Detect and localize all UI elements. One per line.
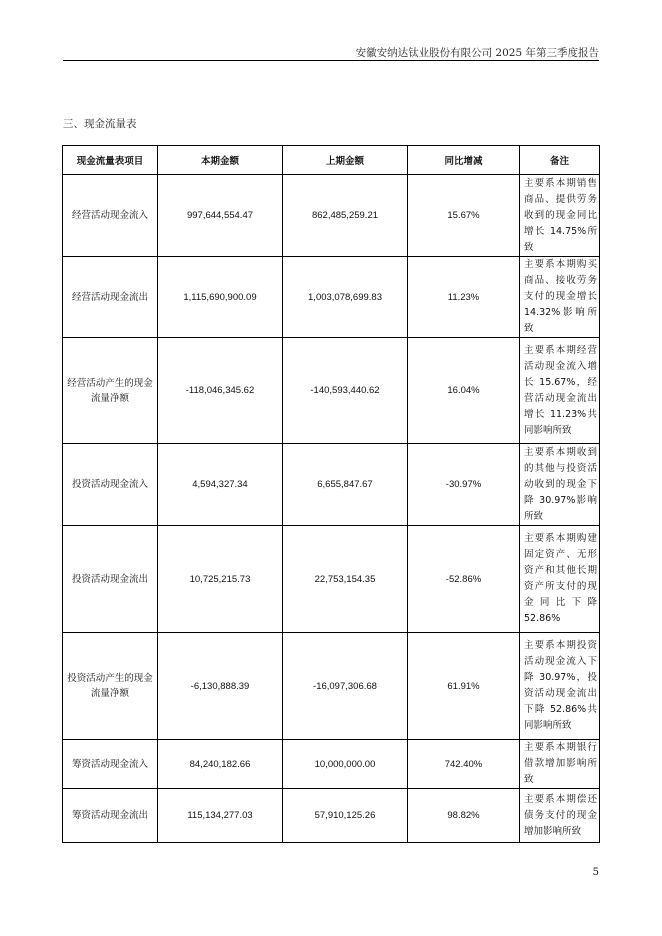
- row-current: 84,240,182.66: [158, 740, 283, 789]
- row-current: -6,130,888.39: [158, 633, 283, 740]
- row-change: 11.23%: [408, 257, 520, 338]
- row-change: 61.91%: [408, 633, 520, 740]
- table-row: [63, 444, 600, 526]
- table-row: [63, 338, 600, 444]
- report-header-title: 安徽安纳达钛业股份有限公司 2025 年第三季度报告: [355, 47, 599, 59]
- row-current: -118,046,345.62: [158, 338, 283, 444]
- row-previous: 862,485,259.21: [283, 175, 408, 257]
- row-item: 经营活动产生的现金流量净额: [63, 338, 158, 444]
- row-previous: -16,097,306.68: [283, 633, 408, 740]
- row-item: 投资活动现金流出: [63, 526, 158, 633]
- row-note: 主要系本期经营活动现金流入增长 15.67%，经营活动现金流出增长 11.23%共同影响所致: [520, 338, 600, 444]
- cash-flow-table: [62, 145, 600, 843]
- row-item: 经营活动现金流入: [63, 175, 158, 257]
- table-row: [63, 526, 600, 633]
- row-current: 115,134,277.03: [158, 789, 283, 843]
- row-note: 主要系本期收到的其他与投资活动收到的现金下降 30.97%影响所致: [520, 444, 600, 526]
- row-previous: 57,910,125.26: [283, 789, 408, 843]
- row-current: 1,115,690,900.09: [158, 257, 283, 338]
- column-header-note: 备注: [520, 146, 600, 175]
- table-row: [63, 175, 600, 257]
- row-note: 主要系本期投资活动现金流入下降 30.97%，投资活动现金流出下降 52.86%共同影响所致: [520, 633, 600, 740]
- row-note: 主要系本期销售商品、提供劳务收到的现金同比增长 14.75%所致: [520, 175, 600, 257]
- column-header-item: 现金流量表项目: [63, 146, 158, 175]
- row-change: 16.04%: [408, 338, 520, 444]
- column-header-change: 同比增减: [408, 146, 520, 175]
- row-change: 98.82%: [408, 789, 520, 843]
- table-row: [63, 789, 600, 843]
- row-note: 主要系本期银行借款增加影响所致: [520, 740, 600, 789]
- row-change: -30.97%: [408, 444, 520, 526]
- row-previous: 6,655,847.67: [283, 444, 408, 526]
- row-previous: 22,753,154.35: [283, 526, 408, 633]
- table-row: [63, 257, 600, 338]
- column-header-current: 本期金额: [158, 146, 283, 175]
- row-change: -52.86%: [408, 526, 520, 633]
- row-item: 筹资活动现金流出: [63, 789, 158, 843]
- row-item: 投资活动现金流入: [63, 444, 158, 526]
- header-divider: [63, 60, 599, 61]
- page-number: 5: [592, 867, 599, 878]
- row-item: 投资活动产生的现金流量净额: [63, 633, 158, 740]
- row-current: 4,594,327.34: [158, 444, 283, 526]
- row-item: 筹资活动现金流入: [63, 740, 158, 789]
- row-current: 997,644,554.47: [158, 175, 283, 257]
- table-header-row: [63, 146, 600, 175]
- section-title: 三、现金流量表: [63, 118, 137, 130]
- row-change: 742.40%: [408, 740, 520, 789]
- row-item: 经营活动现金流出: [63, 257, 158, 338]
- row-note: 主要系本期购买商品、接收劳务支付的现金增长 14.32%影响所致: [520, 257, 600, 338]
- row-previous: -140,593,440.62: [283, 338, 408, 444]
- table-row: [63, 740, 600, 789]
- column-header-previous: 上期金额: [283, 146, 408, 175]
- row-current: 10,725,215.73: [158, 526, 283, 633]
- row-change: 15.67%: [408, 175, 520, 257]
- row-previous: 1,003,078,699.83: [283, 257, 408, 338]
- row-note: 主要系本期购建固定资产、无形资产和其他长期资产所支付的现金同比下降 52.86%: [520, 526, 600, 633]
- table-row: [63, 633, 600, 740]
- row-note: 主要系本期偿还债务支付的现金增加影响所致: [520, 789, 600, 843]
- row-previous: 10,000,000.00: [283, 740, 408, 789]
